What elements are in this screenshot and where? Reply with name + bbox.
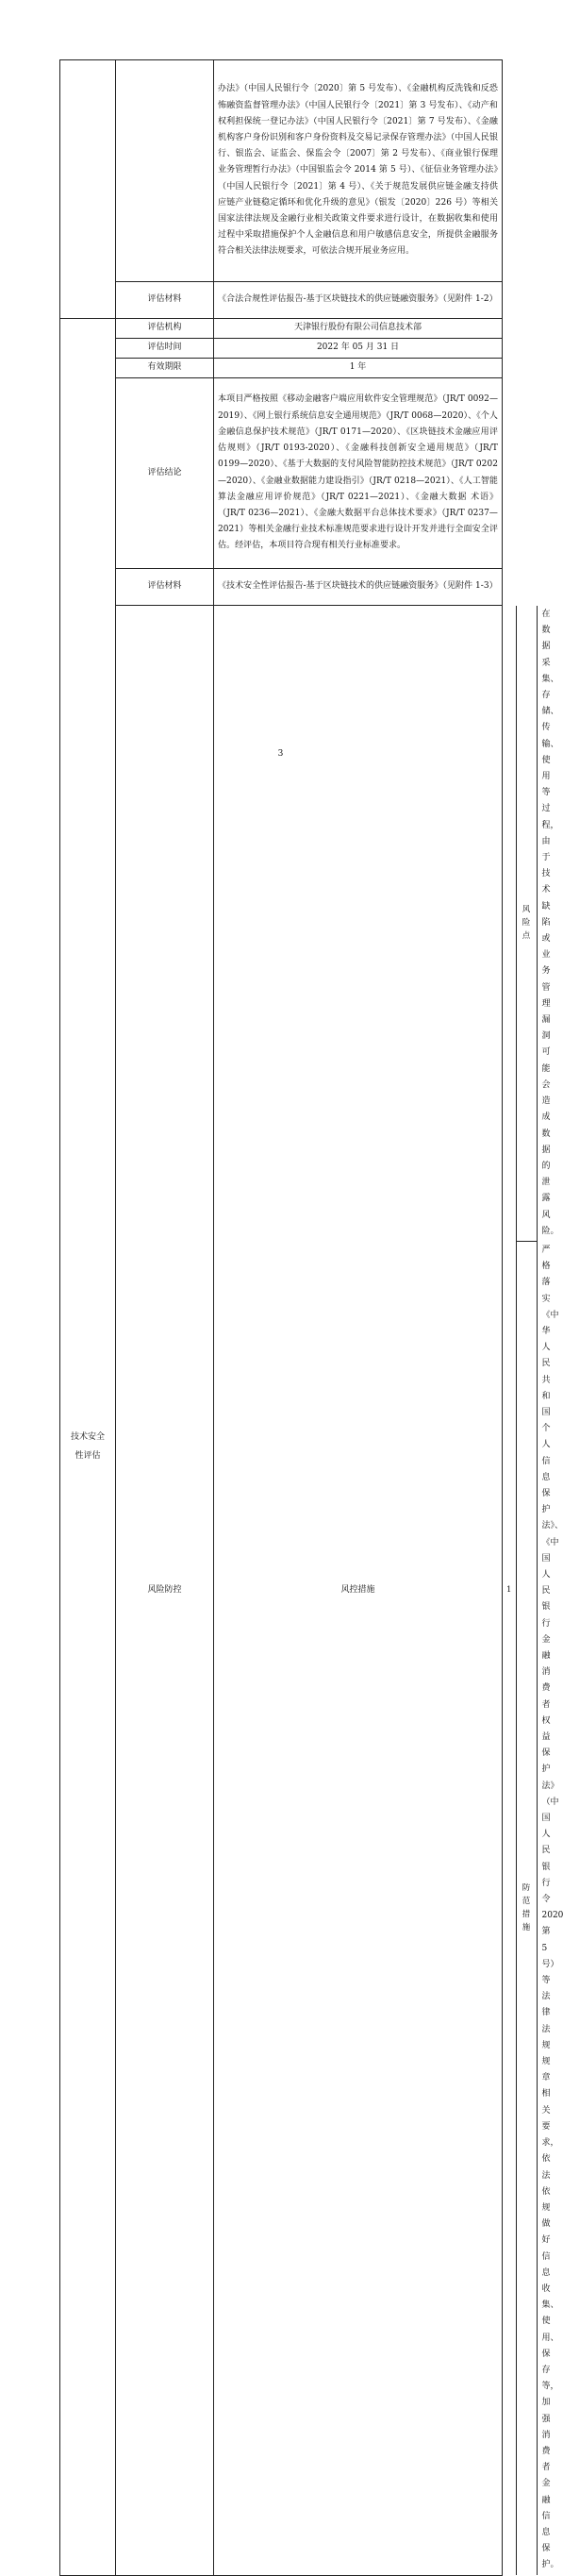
tech-validity-label: 有效期限 [116, 359, 214, 378]
legal-conclusion-text: 办法》（中国人民银行令〔2020〕第 5 号发布）、《金融机构反洗钱和反恐怖融资监督管理办法》（中国人民银行令〔2021〕第 3 号发布）、《动产和权利担保统一登记办法》（中国人民银行令〔2021〕第 7 号发布）、《金融机构客户身份识别和客户身份资料及交易记录保存管理办法》（中国人民银行、银监会、证监会、保监会令〔2007〕第 2 号发布）、《商业银行保理业务管理暂行办法》（中国银监会令 2014 第 5 号）、《征信业务管理办法》（中国人民银行令〔2021〕第 4 号）、《关于规范发展供应链金融支持供应链产业链稳定循环和优化升级的意见》（银发〔2020〕226 号）等相关国家法律法规及金融行业相关政策文件要求进行设计，在数据收集和使用过程中采取措施保护个人金融信息和用户敏感信息安全，所提供金融服务符合相关法律法规要求，可依法合规开展业务应用。 [214, 60, 503, 282]
tech-org-row [60, 319, 503, 339]
page-number: 3 [277, 749, 284, 759]
tech-section-label [60, 319, 116, 2576]
risk-inner-table [503, 606, 563, 2575]
tech-section-text: 技术安全性评估 [70, 1432, 105, 1462]
tech-conclusion-text: 本项目严格按照《移动金融客户端应用软件安全管理规范》（JR/T 0092—2019）、《网上银行系统信息安全通用规范》（JR/T 0068—2020）、《个人金融信息保护技术规范》（JR/T 0171—2020）、《区块链技术金融应用评估规则》（JR/T 0193-2020）、《金融科技创新安全通用规范》（JR/T 0199—2020）、《基于大数据的支付风险智能防控技术规范》（JR/T 0202—2020）、《金融业数据能力建设指引》（JR/T 0218—2021）、《人工智能算法金融应用评价规范》（JR/T 0221—2021）、《金融大数据 术语》（JR/T 0236—2021）、《金融大数据平台总体技术要求》（JR/T 0237—2021）等相关金融行业技术标准规范要求进行设计开发并进行全面安全评估。经评估，本项目符合现有相关行业标准要求。 [214, 378, 503, 569]
risk-row [60, 606, 503, 2576]
tech-org-value: 天津银行股份有限公司信息技术部 [214, 319, 503, 339]
risk-measures-label: 风控措施 [214, 606, 503, 2576]
risk-measure-label-text: 防范措施 [522, 1883, 531, 1933]
tech-org-label: 评估机构 [116, 319, 214, 339]
tech-conclusion-label: 评估结论 [116, 378, 214, 569]
legal-material-value: 《合法合规性评估报告-基于区块链技术的供应链融资服务》（见附件 1-2） [214, 282, 503, 319]
legal-material-row [60, 282, 503, 319]
tech-material-value: 《技术安全性评估报告-基于区块链技术的供应链融资服务》（见附件 1-3） [214, 569, 503, 606]
tech-material-row [60, 569, 503, 606]
legal-conclusion-label-cell [116, 60, 214, 282]
tech-validity-value: 1 年 [214, 359, 503, 378]
tech-validity-row [60, 359, 503, 378]
tech-conclusion-row [60, 378, 503, 569]
risk-point-row: 1 风险点 在数据采集、存储、传输、使用等过程，由于技术缺陷或业务管理漏洞可能会造成数据的泄露风险。 [503, 606, 537, 1241]
risk-measure-row: 防范措施 严格落实《中华人民共和国个人信息保护法》、《中国人民银行金融消费者权益保护法》（中国人民银行令 2020 第 5 号）等法律法规规章相关要求，依法依规做好信息收集、使用、保存等，加强消费者金融信息保护。 [503, 1241, 537, 2574]
risk-point-label [516, 606, 537, 1241]
tech-time-value: 2022 年 05 月 31 日 [214, 339, 503, 359]
legal-material-label: 评估材料 [116, 282, 214, 319]
tech-time-label: 评估时间 [116, 339, 214, 359]
tech-time-row [60, 339, 503, 359]
risk-item-number: 1 [503, 606, 516, 2575]
assessment-table [59, 59, 563, 2576]
risk-point-label-text: 风险点 [522, 905, 531, 942]
tech-material-label: 评估材料 [116, 569, 214, 606]
legal-section-cell [60, 60, 116, 319]
risk-section-label: 风险防控 [116, 606, 214, 2576]
risk-measure-label [516, 1241, 537, 2574]
legal-conclusion-row [60, 60, 503, 282]
